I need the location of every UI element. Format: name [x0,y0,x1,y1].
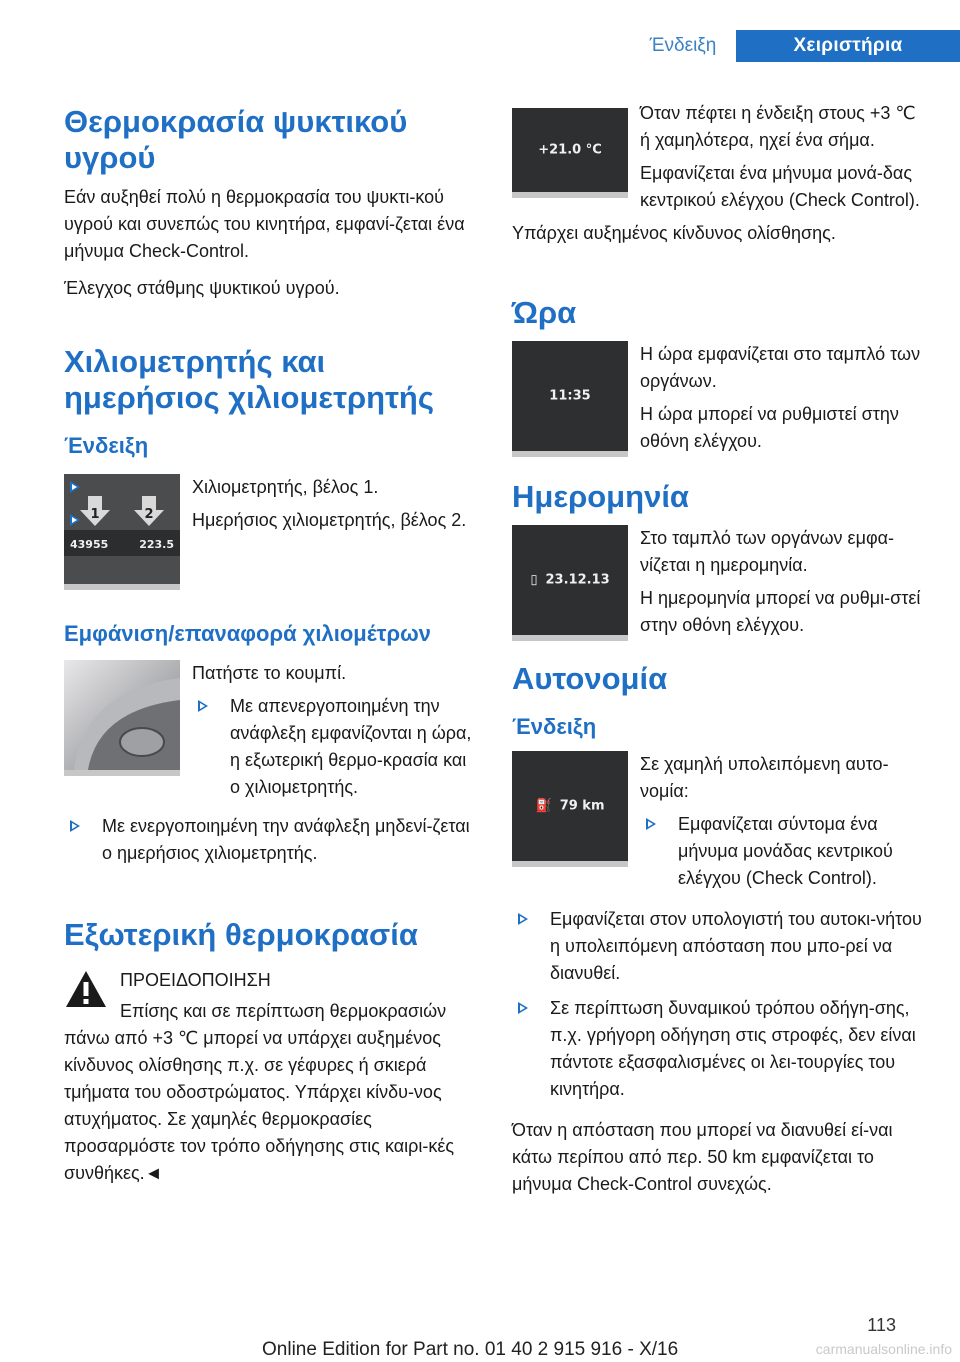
page-footer [0,1305,960,1362]
odometer-subtitle: Ένδειξη [64,433,149,458]
date-text-1: Στο ταμπλό των οργάνων εμφα-νίζεται η ημερομηνία. [640,528,895,575]
range-display-value: 79 km [559,798,605,814]
temp-display-image [512,108,628,198]
triangle-bullet-icon [198,700,208,712]
triangle-bullet-icon [518,1002,528,1014]
range-continuous-text: Όταν η απόσταση που μπορεί να διανυθεί εί-ναι κάτω περίπου από περ. 50 km εμφανίζεται το μήνυμα Check-Control συνεχώς. [512,1120,893,1194]
display-reset-title: Εμφάνιση/επαναφορά χιλιομέτρων [64,621,431,646]
triangle-bullet-icon [70,820,80,832]
time-display-image [512,341,628,457]
reset-button-image [64,660,180,776]
triangle-bullet-icon [518,913,528,925]
edition-text: Online Edition for Part no. 01 40 2 915 916 - X/16 [262,1339,679,1360]
range-subtitle: Ένδειξη [512,714,597,739]
trip-value: 223.5 [139,538,174,551]
arrow-label: 1 [90,507,100,522]
coolant-title: Θερμοκρασία ψυκτικού υγρού [64,104,408,175]
outside-temp-title: Εξωτερική θερμοκρασία [64,917,418,952]
reset-list-2 [64,813,480,867]
range-display-image [512,751,628,867]
odometer-value: 43955 [70,538,109,551]
time-display-value: 11:35 [549,388,591,404]
list-item: Με ενεργοποιημένη την ανάφλεξη μηδενί-ζεται ο ημερήσιος χιλιομετρητής. [64,813,480,867]
range-list-2 [512,906,928,1103]
calendar-icon: ▯ [530,572,538,588]
slip-risk-text: Υπάρχει αυξημένος κίνδυνος ολίσθησης. [512,223,836,243]
odometer-title: Χιλιομετρητής και ημερήσιος χιλιομετρητής [64,344,434,415]
right-column [512,100,928,1198]
coolant-text: Εάν αυξηθεί πολύ η θερμοκρασία του ψυκτι-κού υγρού και συνεπώς του κινητήρα, εμφανί-ζεται ένα μήνυμα Check-Control. [64,187,465,261]
list-item: Ημερήσιος χιλιομετρητής, βέλος 2. [64,507,480,534]
warning-text: Επίσης και σε περίπτωση θερμοκρασιών πάνω από +3 ℃ μπορεί να υπάρχει αυξημένος κίνδυνος ολίσθησης π.χ. σε γέφυρες ή σκιερά τμήματα του οδοστρώματος. Υπάρχει κίνδυ-νος ατυχήματος. Σε χαμηλές θερμοκρασίες προσαρμόστε τον τρόπο οδήγησης στις καιρι-κές συνθήκες.◄ [64,1001,455,1183]
header-tab-indication[interactable]: Ένδειξη [649,35,717,56]
time-text-1: Η ώρα εμφανίζεται στο ταμπλό των οργάνων. [640,344,921,391]
date-text-2: Η ημερομηνία μπορεί να ρυθμι-στεί στην οθόνη ελέγχου. [640,588,921,635]
triangle-bullet-icon [70,514,80,526]
time-title: Ώρα [512,295,577,330]
warning-icon [64,969,108,1009]
triangle-bullet-icon [646,818,656,830]
date-display-value: 23.12.13 [545,572,610,588]
date-title: Ημερομηνία [512,479,689,514]
temp-display-value: +21.0 °C [538,142,602,158]
triangle-bullet-icon [70,481,80,493]
list-item: Χιλιομετρητής, βέλος 1. [64,474,480,501]
header-tab-controls[interactable]: Χειριστήρια [736,30,960,62]
temp-message-text: Εμφανίζεται ένα μήνυμα μονά-δας κεντρικού ελέγχου (Check Control). [640,163,920,210]
left-column [64,100,480,1187]
list-item: Εμφανίζεται σύντομα ένα μήνυμα μονάδας κεντρικού ελέγχου (Check Control). [640,811,928,892]
temp-signal-text: Όταν πέφτει η ένδειξη στους +3 ℃ ή χαμηλότερα, ηχεί ένα σήμα. [640,103,916,150]
range-low-text: Σε χαμηλή υπολειπόμενη αυτο-νομία: [640,754,889,801]
reset-button-graphic [64,660,180,770]
time-text-2: Η ώρα μπορεί να ρυθμιστεί στην οθόνη ελέγχου. [640,404,899,451]
page-number: 113 [867,1315,896,1335]
coolant-check-text: Έλεγχος στάθμης ψυκτικού υγρού. [64,278,340,298]
fuel-pump-icon: ⛽ [535,798,552,814]
page-header [0,0,960,62]
watermark: carmanualsonline.info [815,1341,952,1357]
date-display-image [512,525,628,641]
press-button-text: Πατήστε το κουμπί. [192,663,347,683]
list-item: Εμφανίζεται στον υπολογιστή του αυτοκι-νήτου η υπολειπόμενη απόσταση που μπο-ρεί να διανυθεί. [512,906,928,987]
list-item: Σε περίπτωση δυναμικού τρόπου οδήγη-σης, π.χ. γρήγορη οδήγηση στις στροφές, δεν είναι πάντοτε εξασφαλισμένες οι λει-τουργίες του κινητήρα. [512,995,928,1103]
list-item: Με απενεργοποιημένη την ανάφλεξη εμφανίζονται η ώρα, η εξωτερική θερμο-κρασία και ο χιλιομετρητής. [192,693,480,801]
arrow-label: 2 [144,507,154,522]
range-title: Αυτονομία [512,661,668,696]
warning-label: ΠΡΟΕΙΔΟΠΟΙΗΣΗ [120,970,271,990]
